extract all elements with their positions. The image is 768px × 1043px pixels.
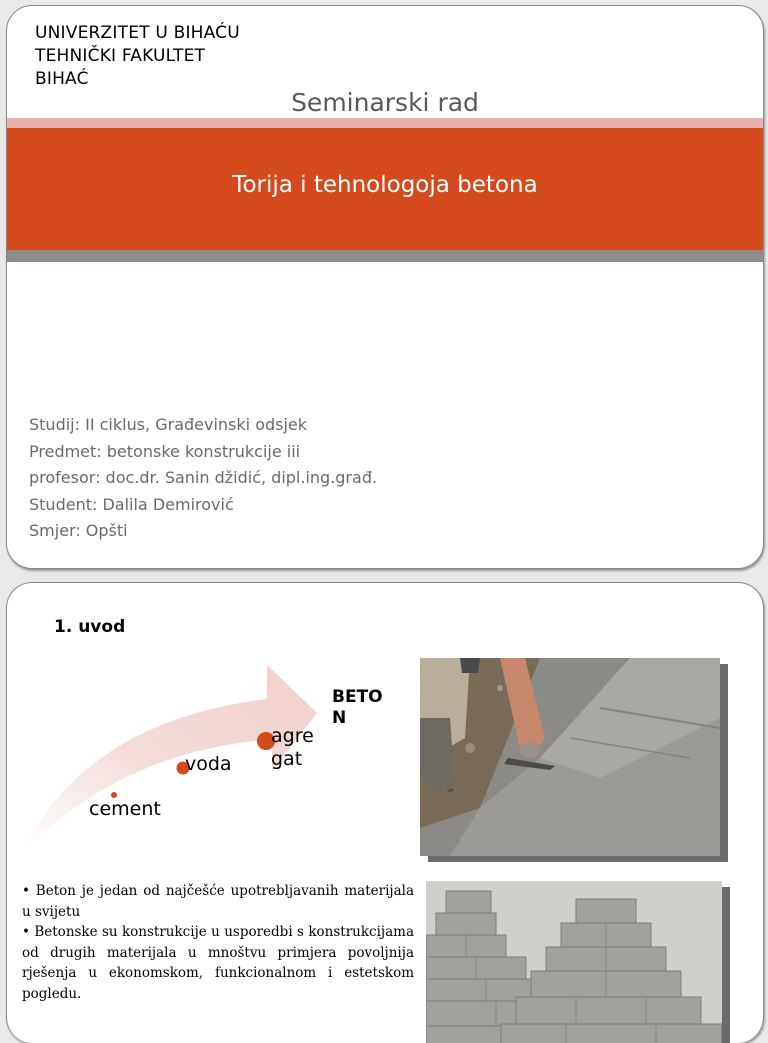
title-band xyxy=(7,128,763,250)
university-header xyxy=(35,22,240,91)
city-name: BIHAĆ xyxy=(35,69,89,89)
slide-title: Torija i tehnologoja betona xyxy=(232,172,538,198)
grey-divider xyxy=(7,250,763,262)
title-slide xyxy=(6,5,764,569)
label-cement: cement xyxy=(89,798,161,820)
label-voda: voda xyxy=(185,753,232,775)
concrete-blocks-photo xyxy=(426,881,722,1043)
info-predmet: Predmet: betonske konstrukcije iii xyxy=(29,441,301,461)
info-studij: Studij: II ciklus, Građevinski odsjek xyxy=(29,415,308,434)
pink-divider xyxy=(7,118,763,128)
faculty-name: TEHNIČKI FAKULTET xyxy=(35,46,206,66)
info-profesor: profesor: doc.dr. Sanin džidić, dipl.ing.građ. xyxy=(29,468,378,487)
intro-text xyxy=(22,881,414,1004)
label-agregat: agre gat xyxy=(271,725,314,770)
concrete-finishing-photo xyxy=(420,658,720,856)
section-heading: 1. uvod xyxy=(54,617,126,637)
label-beton: BETO N xyxy=(332,687,383,728)
bullet-2: • Betonske su konstrukcije u usporedbi s konstrukcijama od drugih materijala u mnoštvu primjera povoljnija rješenja u ekonomskom, funkcionalnom i estetskom pogledu. xyxy=(22,924,414,1002)
slide-subtitle: Seminarski rad xyxy=(291,88,479,117)
bullet-1: • Beton je jedan od najčešće upotrebljavanih materijala u svijetu xyxy=(22,883,414,920)
intro-slide xyxy=(6,582,764,1043)
info-smjer: Smjer: Opšti xyxy=(29,521,128,540)
info-student: Student: Dalila Demirović xyxy=(29,494,234,514)
university-name: UNIVERZITET U BIHAĆU xyxy=(35,23,240,43)
info-block xyxy=(29,412,377,545)
